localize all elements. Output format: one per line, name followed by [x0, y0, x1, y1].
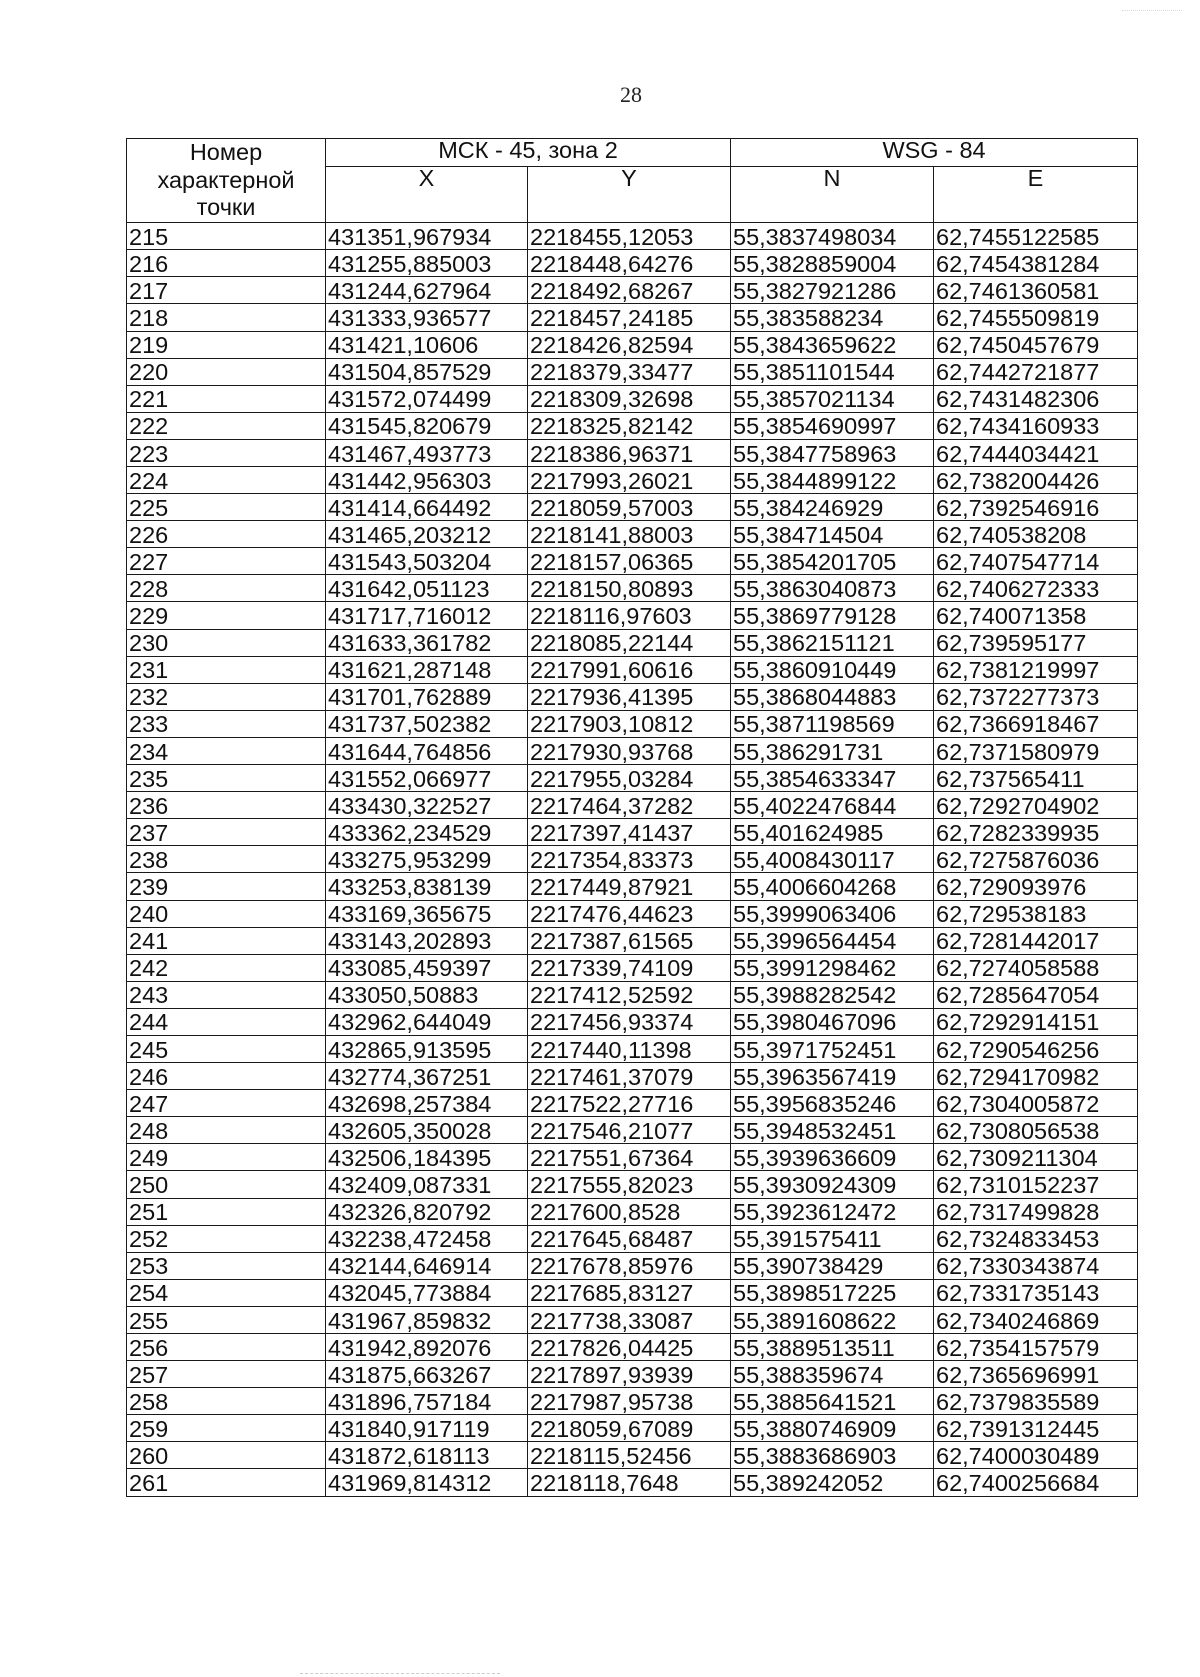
x-cell: 433143,202893 [326, 927, 528, 954]
e-cell: 62,7281442017 [934, 927, 1138, 954]
e-cell: 62,7290546256 [934, 1035, 1138, 1062]
y-cell: 2217903,10812 [528, 710, 731, 737]
e-cell: 62,7379835589 [934, 1388, 1138, 1415]
y-cell: 2217354,83373 [528, 846, 731, 873]
n-cell: 55,3885641521 [731, 1388, 934, 1415]
n-cell: 55,3898517225 [731, 1279, 934, 1306]
table-row [127, 900, 1138, 927]
e-cell: 62,7285647054 [934, 981, 1138, 1008]
header-msk45-zone2: МСК - 45, зона 2 [326, 139, 731, 167]
e-cell: 62,7366918467 [934, 710, 1138, 737]
point-number-cell: 255 [127, 1306, 326, 1333]
x-cell: 433085,459397 [326, 954, 528, 981]
point-number-cell: 261 [127, 1469, 326, 1496]
e-cell: 62,7372277373 [934, 683, 1138, 710]
x-cell: 431942,892076 [326, 1334, 528, 1361]
x-cell: 431737,502382 [326, 710, 528, 737]
n-cell: 55,3837498034 [731, 223, 934, 250]
table-row [127, 1090, 1138, 1117]
n-cell: 55,3889513511 [731, 1334, 934, 1361]
n-cell: 55,3999063406 [731, 900, 934, 927]
n-cell: 55,3948532451 [731, 1117, 934, 1144]
x-cell: 433253,838139 [326, 873, 528, 900]
table-row [127, 1198, 1138, 1225]
point-number-cell: 258 [127, 1388, 326, 1415]
x-cell: 431717,716012 [326, 602, 528, 629]
e-cell: 62,740538208 [934, 521, 1138, 548]
table-row [127, 1035, 1138, 1062]
point-number-cell: 233 [127, 710, 326, 737]
n-cell: 55,3862151121 [731, 629, 934, 656]
point-number-cell: 219 [127, 331, 326, 358]
point-number-cell: 231 [127, 656, 326, 683]
table-row [127, 467, 1138, 494]
y-cell: 2218448,64276 [528, 250, 731, 277]
point-number-cell: 244 [127, 1008, 326, 1035]
n-cell: 55,3880746909 [731, 1415, 934, 1442]
table-row [127, 1117, 1138, 1144]
n-cell: 55,4006604268 [731, 873, 934, 900]
point-number-cell: 242 [127, 954, 326, 981]
x-cell: 431421,10606 [326, 331, 528, 358]
x-cell: 431621,287148 [326, 656, 528, 683]
e-cell: 62,7292704902 [934, 792, 1138, 819]
n-cell: 55,3868044883 [731, 683, 934, 710]
n-cell: 55,384714504 [731, 521, 934, 548]
y-cell: 2217987,95738 [528, 1388, 731, 1415]
table-row [127, 439, 1138, 466]
point-number-cell: 230 [127, 629, 326, 656]
x-cell: 432774,367251 [326, 1063, 528, 1090]
y-cell: 2218309,32698 [528, 385, 731, 412]
point-number-cell: 251 [127, 1198, 326, 1225]
table-row [127, 1144, 1138, 1171]
table-row [127, 1469, 1138, 1496]
n-cell: 55,3854690997 [731, 412, 934, 439]
e-cell: 62,7340246869 [934, 1306, 1138, 1333]
e-cell: 62,7442721877 [934, 358, 1138, 385]
table-row [127, 765, 1138, 792]
e-cell: 62,7354157579 [934, 1334, 1138, 1361]
e-cell: 62,7304005872 [934, 1090, 1138, 1117]
header-y: Y [528, 166, 731, 222]
n-cell: 55,3988282542 [731, 981, 934, 1008]
y-cell: 2217600,8528 [528, 1198, 731, 1225]
table-row [127, 737, 1138, 764]
y-cell: 2218386,96371 [528, 439, 731, 466]
point-number-cell: 245 [127, 1035, 326, 1062]
table-row [127, 412, 1138, 439]
y-cell: 2218116,97603 [528, 602, 731, 629]
table-row [127, 304, 1138, 331]
table-row [127, 250, 1138, 277]
y-cell: 2218059,67089 [528, 1415, 731, 1442]
point-number-cell: 221 [127, 385, 326, 412]
e-cell: 62,7391312445 [934, 1415, 1138, 1442]
e-cell: 62,7274058588 [934, 954, 1138, 981]
table-row [127, 819, 1138, 846]
e-cell: 62,7371580979 [934, 737, 1138, 764]
y-cell: 2218426,82594 [528, 331, 731, 358]
y-cell: 2217555,82023 [528, 1171, 731, 1198]
y-cell: 2217412,52592 [528, 981, 731, 1008]
y-cell: 2217936,41395 [528, 683, 731, 710]
table-row [127, 1063, 1138, 1090]
e-cell: 62,7310152237 [934, 1171, 1138, 1198]
x-cell: 432144,646914 [326, 1252, 528, 1279]
point-number-cell: 243 [127, 981, 326, 1008]
n-cell: 55,3980467096 [731, 1008, 934, 1035]
x-cell: 433362,234529 [326, 819, 528, 846]
e-cell: 62,7400256684 [934, 1469, 1138, 1496]
x-cell: 433275,953299 [326, 846, 528, 873]
x-cell: 432865,913595 [326, 1035, 528, 1062]
table-row [127, 1442, 1138, 1469]
y-cell: 2217456,93374 [528, 1008, 731, 1035]
x-cell: 431572,074499 [326, 385, 528, 412]
point-number-cell: 249 [127, 1144, 326, 1171]
x-cell: 432698,257384 [326, 1090, 528, 1117]
x-cell: 431442,956303 [326, 467, 528, 494]
y-cell: 2218492,68267 [528, 277, 731, 304]
n-cell: 55,388359674 [731, 1361, 934, 1388]
n-cell: 55,3827921286 [731, 277, 934, 304]
n-cell: 55,3963567419 [731, 1063, 934, 1090]
x-cell: 431465,203212 [326, 521, 528, 548]
x-cell: 432962,644049 [326, 1008, 528, 1035]
e-cell: 62,7330343874 [934, 1252, 1138, 1279]
point-number-cell: 252 [127, 1225, 326, 1252]
n-cell: 55,3939636609 [731, 1144, 934, 1171]
point-number-cell: 226 [127, 521, 326, 548]
e-cell: 62,7455122585 [934, 223, 1138, 250]
table-row [127, 873, 1138, 900]
n-cell: 55,3854201705 [731, 548, 934, 575]
n-cell: 55,3891608622 [731, 1306, 934, 1333]
table-row [127, 710, 1138, 737]
y-cell: 2217826,04425 [528, 1334, 731, 1361]
header-x: X [326, 166, 528, 222]
y-cell: 2217464,37282 [528, 792, 731, 819]
point-number-cell: 222 [127, 412, 326, 439]
n-cell: 55,3843659622 [731, 331, 934, 358]
point-number-cell: 227 [127, 548, 326, 575]
table-row [127, 1252, 1138, 1279]
point-number-cell: 246 [127, 1063, 326, 1090]
point-number-cell: 232 [127, 683, 326, 710]
x-cell: 433430,322527 [326, 792, 528, 819]
table-row [127, 656, 1138, 683]
n-cell: 55,3857021134 [731, 385, 934, 412]
point-number-cell: 239 [127, 873, 326, 900]
n-cell: 55,391575411 [731, 1225, 934, 1252]
e-cell: 62,729538183 [934, 900, 1138, 927]
e-cell: 62,7317499828 [934, 1198, 1138, 1225]
x-cell: 431872,618113 [326, 1442, 528, 1469]
y-cell: 2217461,37079 [528, 1063, 731, 1090]
table-row [127, 1225, 1138, 1252]
y-cell: 2217397,41437 [528, 819, 731, 846]
point-number-cell: 223 [127, 439, 326, 466]
point-number-cell: 248 [127, 1117, 326, 1144]
e-cell: 62,7331735143 [934, 1279, 1138, 1306]
header-e: E [934, 166, 1138, 222]
n-cell: 55,3971752451 [731, 1035, 934, 1062]
y-cell: 2217897,93939 [528, 1361, 731, 1388]
table-row [127, 358, 1138, 385]
x-cell: 431351,967934 [326, 223, 528, 250]
table-row [127, 385, 1138, 412]
header-wsg84: WSG - 84 [731, 139, 1138, 167]
table-row [127, 521, 1138, 548]
point-number-cell: 216 [127, 250, 326, 277]
e-cell: 62,729093976 [934, 873, 1138, 900]
point-number-cell: 234 [127, 737, 326, 764]
n-cell: 55,401624985 [731, 819, 934, 846]
header-n: N [731, 166, 934, 222]
coordinates-table [126, 138, 1138, 1497]
e-cell: 62,7381219997 [934, 656, 1138, 683]
y-cell: 2217645,68487 [528, 1225, 731, 1252]
point-number-cell: 228 [127, 575, 326, 602]
table-row [127, 792, 1138, 819]
n-cell: 55,3847758963 [731, 439, 934, 466]
e-cell: 62,7324833453 [934, 1225, 1138, 1252]
n-cell: 55,383588234 [731, 304, 934, 331]
x-cell: 431504,857529 [326, 358, 528, 385]
x-cell: 432238,472458 [326, 1225, 528, 1252]
x-cell: 432506,184395 [326, 1144, 528, 1171]
n-cell: 55,3851101544 [731, 358, 934, 385]
table-row [127, 1361, 1138, 1388]
point-number-cell: 237 [127, 819, 326, 846]
e-cell: 62,7431482306 [934, 385, 1138, 412]
y-cell: 2218150,80893 [528, 575, 731, 602]
e-cell: 62,7461360581 [934, 277, 1138, 304]
table-row [127, 927, 1138, 954]
y-cell: 2217678,85976 [528, 1252, 731, 1279]
y-cell: 2218325,82142 [528, 412, 731, 439]
table-row [127, 1008, 1138, 1035]
scan-artifact-bottom [300, 1673, 500, 1675]
n-cell: 55,3863040873 [731, 575, 934, 602]
page-number: 28 [620, 82, 642, 107]
point-number-cell: 256 [127, 1334, 326, 1361]
e-cell: 62,7275876036 [934, 846, 1138, 873]
point-number-cell: 250 [127, 1171, 326, 1198]
e-cell: 62,7308056538 [934, 1117, 1138, 1144]
e-cell: 62,7450457679 [934, 331, 1138, 358]
y-cell: 2217930,93768 [528, 737, 731, 764]
y-cell: 2217738,33087 [528, 1306, 731, 1333]
e-cell: 62,7455509819 [934, 304, 1138, 331]
y-cell: 2218457,24185 [528, 304, 731, 331]
y-cell: 2218141,88003 [528, 521, 731, 548]
e-cell: 62,739595177 [934, 629, 1138, 656]
table-row [127, 602, 1138, 629]
n-cell: 55,389242052 [731, 1469, 934, 1496]
table-row [127, 1306, 1138, 1333]
y-cell: 2217449,87921 [528, 873, 731, 900]
table-row [127, 846, 1138, 873]
y-cell: 2217387,61565 [528, 927, 731, 954]
x-cell: 432326,820792 [326, 1198, 528, 1225]
y-cell: 2217955,03284 [528, 765, 731, 792]
y-cell: 2218157,06365 [528, 548, 731, 575]
table-row [127, 1334, 1138, 1361]
x-cell: 431414,664492 [326, 494, 528, 521]
n-cell: 55,390738429 [731, 1252, 934, 1279]
point-number-cell: 254 [127, 1279, 326, 1306]
table-row [127, 223, 1138, 250]
y-cell: 2218115,52456 [528, 1442, 731, 1469]
table-row [127, 277, 1138, 304]
n-cell: 55,4022476844 [731, 792, 934, 819]
x-cell: 433169,365675 [326, 900, 528, 927]
y-cell: 2218118,7648 [528, 1469, 731, 1496]
x-cell: 431896,757184 [326, 1388, 528, 1415]
table-row [127, 575, 1138, 602]
e-cell: 62,7434160933 [934, 412, 1138, 439]
y-cell: 2218059,57003 [528, 494, 731, 521]
n-cell: 55,3871198569 [731, 710, 934, 737]
point-number-cell: 235 [127, 765, 326, 792]
n-cell: 55,3844899122 [731, 467, 934, 494]
point-number-cell: 247 [127, 1090, 326, 1117]
table-row [127, 683, 1138, 710]
point-number-cell: 253 [127, 1252, 326, 1279]
n-cell: 55,3930924309 [731, 1171, 934, 1198]
y-cell: 2218455,12053 [528, 223, 731, 250]
n-cell: 55,3860910449 [731, 656, 934, 683]
y-cell: 2217440,11398 [528, 1035, 731, 1062]
e-cell: 62,737565411 [934, 765, 1138, 792]
e-cell: 62,7444034421 [934, 439, 1138, 466]
n-cell: 55,3883686903 [731, 1442, 934, 1469]
x-cell: 431244,627964 [326, 277, 528, 304]
x-cell: 431552,066977 [326, 765, 528, 792]
e-cell: 62,740071358 [934, 602, 1138, 629]
e-cell: 62,7282339935 [934, 819, 1138, 846]
e-cell: 62,7382004426 [934, 467, 1138, 494]
table-row [127, 1279, 1138, 1306]
point-number-cell: 229 [127, 602, 326, 629]
scan-artifact [1122, 10, 1182, 35]
y-cell: 2218085,22144 [528, 629, 731, 656]
n-cell: 55,3828859004 [731, 250, 934, 277]
e-cell: 62,7309211304 [934, 1144, 1138, 1171]
n-cell: 55,3923612472 [731, 1198, 934, 1225]
x-cell: 432605,350028 [326, 1117, 528, 1144]
e-cell: 62,7407547714 [934, 548, 1138, 575]
table-row [127, 548, 1138, 575]
y-cell: 2218379,33477 [528, 358, 731, 385]
point-number-cell: 259 [127, 1415, 326, 1442]
point-number-cell: 238 [127, 846, 326, 873]
e-cell: 62,7400030489 [934, 1442, 1138, 1469]
table-row [127, 494, 1138, 521]
x-cell: 431840,917119 [326, 1415, 528, 1442]
y-cell: 2217991,60616 [528, 656, 731, 683]
n-cell: 55,4008430117 [731, 846, 934, 873]
table-body [127, 223, 1138, 1496]
point-number-cell: 240 [127, 900, 326, 927]
x-cell: 431633,361782 [326, 629, 528, 656]
point-number-cell: 241 [127, 927, 326, 954]
table-row [127, 1171, 1138, 1198]
point-number-cell: 257 [127, 1361, 326, 1388]
e-cell: 62,7292914151 [934, 1008, 1138, 1035]
table-row [127, 331, 1138, 358]
table-row [127, 954, 1138, 981]
x-cell: 432045,773884 [326, 1279, 528, 1306]
y-cell: 2217551,67364 [528, 1144, 731, 1171]
n-cell: 55,3869779128 [731, 602, 934, 629]
x-cell: 431644,764856 [326, 737, 528, 764]
y-cell: 2217993,26021 [528, 467, 731, 494]
x-cell: 432409,087331 [326, 1171, 528, 1198]
table-row [127, 1415, 1138, 1442]
e-cell: 62,7294170982 [934, 1063, 1138, 1090]
x-cell: 431701,762889 [326, 683, 528, 710]
x-cell: 431543,503204 [326, 548, 528, 575]
n-cell: 55,3854633347 [731, 765, 934, 792]
y-cell: 2217339,74109 [528, 954, 731, 981]
x-cell: 431545,820679 [326, 412, 528, 439]
e-cell: 62,7406272333 [934, 575, 1138, 602]
point-number-cell: 236 [127, 792, 326, 819]
e-cell: 62,7454381284 [934, 250, 1138, 277]
y-cell: 2217522,27716 [528, 1090, 731, 1117]
point-number-cell: 215 [127, 223, 326, 250]
table-row [127, 1388, 1138, 1415]
x-cell: 431967,859832 [326, 1306, 528, 1333]
e-cell: 62,7392546916 [934, 494, 1138, 521]
header-point-number: Номер характерной точки [127, 139, 326, 223]
n-cell: 55,3956835246 [731, 1090, 934, 1117]
n-cell: 55,386291731 [731, 737, 934, 764]
e-cell: 62,7365696991 [934, 1361, 1138, 1388]
y-cell: 2217546,21077 [528, 1117, 731, 1144]
y-cell: 2217685,83127 [528, 1279, 731, 1306]
table-row [127, 629, 1138, 656]
x-cell: 431255,885003 [326, 250, 528, 277]
point-number-cell: 217 [127, 277, 326, 304]
point-number-cell: 225 [127, 494, 326, 521]
n-cell: 55,3991298462 [731, 954, 934, 981]
y-cell: 2217476,44623 [528, 900, 731, 927]
x-cell: 431467,493773 [326, 439, 528, 466]
n-cell: 55,3996564454 [731, 927, 934, 954]
x-cell: 433050,50883 [326, 981, 528, 1008]
x-cell: 431969,814312 [326, 1469, 528, 1496]
table-row [127, 981, 1138, 1008]
x-cell: 431642,051123 [326, 575, 528, 602]
point-number-cell: 218 [127, 304, 326, 331]
n-cell: 55,384246929 [731, 494, 934, 521]
point-number-cell: 260 [127, 1442, 326, 1469]
x-cell: 431333,936577 [326, 304, 528, 331]
point-number-cell: 224 [127, 467, 326, 494]
x-cell: 431875,663267 [326, 1361, 528, 1388]
point-number-cell: 220 [127, 358, 326, 385]
